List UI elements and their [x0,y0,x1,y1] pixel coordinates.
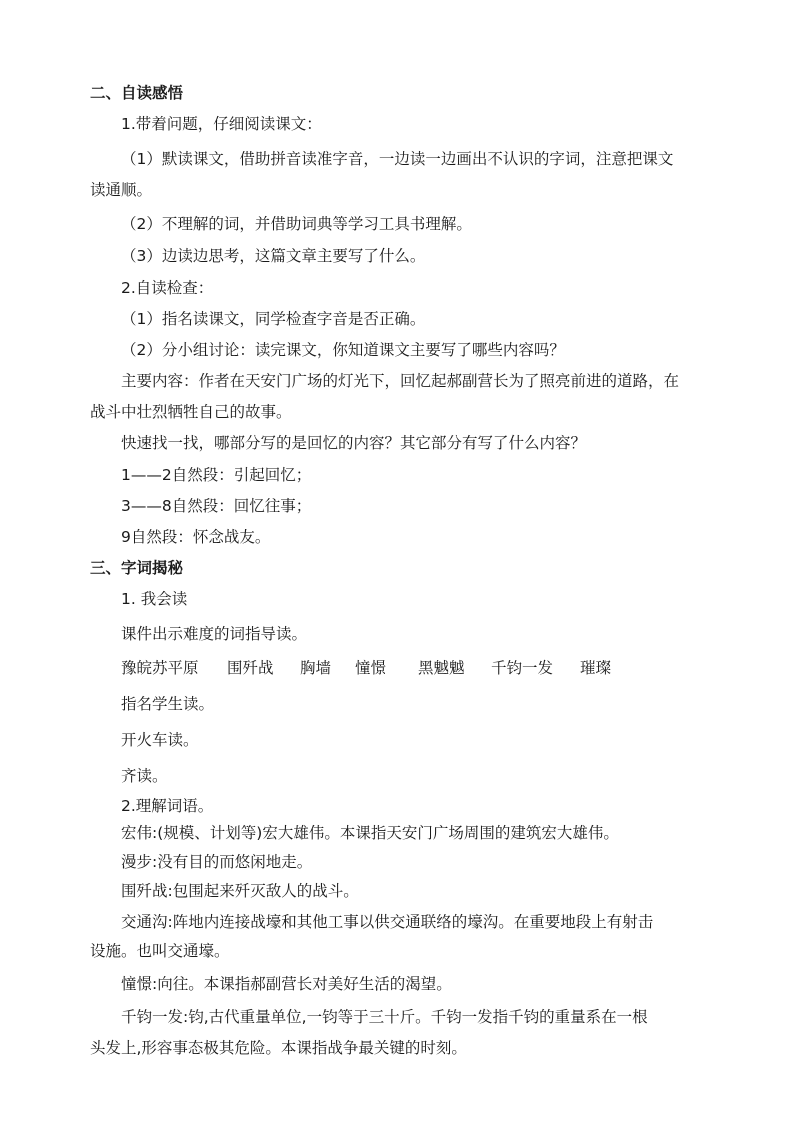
word-item: 围歼战 [227,659,274,677]
paragraph-3-8: 3——8自然段：回忆往事； [121,497,312,515]
step-3: （3）边读边思考，这篇文章主要写了什么。 [121,247,426,265]
definition-1: 宏伟:(规模、计划等)宏大雄伟。本课指天安门广场周围的建筑宏大雄伟。 [121,824,619,842]
item-2: 2.理解词语。 [121,797,214,815]
find-question: 快速找一找，哪部分写的是回忆的内容？其它部分有写了什么内容？ [121,434,587,452]
word-list [0,657,794,681]
question-1: 1.带着问题，仔细阅读课文： [121,115,322,133]
definition-6-line2: 头发上,形容事态极其危险。本课指战争最关键的时刻。 [90,1039,467,1057]
read-1: 指名学生读。 [121,695,215,713]
main-content-line2: 战斗中壮烈牺牲自己的故事。 [90,403,292,421]
step-1-line1: （1）默读课文，借助拼音读准字音，一边读一边画出不认识的字词，注意把课文 [121,150,674,168]
paragraph-9: 9自然段：怀念战友。 [121,528,271,546]
definition-4-line1: 交通沟:阵地内连接战壕和其他工事以供交通联络的壕沟。在重要地段上有射击 [121,913,654,931]
section-heading-self-reading: 二、自读感悟 [90,84,184,102]
question-2: 2.自读检查： [121,279,214,297]
word-item: 豫皖苏平原 [121,659,199,677]
word-item: 璀璨 [580,659,612,677]
definition-6-line1: 千钧一发:钧,古代重量单位,一钧等于三十斤。千钧一发指千钧的重量系在一根 [121,1008,648,1026]
word-item: 憧憬 [355,659,387,677]
definition-4-line2: 设施。也叫交通壕。 [90,942,230,960]
read-3: 齐读。 [121,767,168,785]
guide-text: 课件出示难度的词指导读。 [121,625,308,643]
step-2: （2）不理解的词，并借助词典等学习工具书理解。 [121,215,472,233]
main-content-line1: 主要内容：作者在天安门广场的灯光下，回忆起郝副营长为了照亮前进的道路，在 [121,372,680,390]
definition-5: 憧憬:向往。本课指郝副营长对美好生活的渴望。 [121,975,452,993]
item-1: 1. 我会读 [121,590,188,608]
read-2: 开火车读。 [121,731,199,749]
check-1: （1）指名读课文，同学检查字音是否正确。 [121,310,426,328]
paragraph-1-2: 1——2自然段：引起回忆； [121,466,312,484]
word-item: 千钧一发 [491,659,554,677]
word-item: 胸墙 [300,659,332,677]
definition-3: 围歼战:包围起来歼灭敌人的战斗。 [121,882,359,900]
word-item: 黑魆魆 [418,659,465,677]
section-heading-words: 三、字词揭秘 [90,559,184,577]
definition-2: 漫步:没有目的而悠闲地走。 [121,853,313,871]
check-2: （2）分小组讨论：读完课文，你知道课文主要写了哪些内容吗？ [121,341,565,359]
step-1-line2: 读通顺。 [90,181,153,199]
